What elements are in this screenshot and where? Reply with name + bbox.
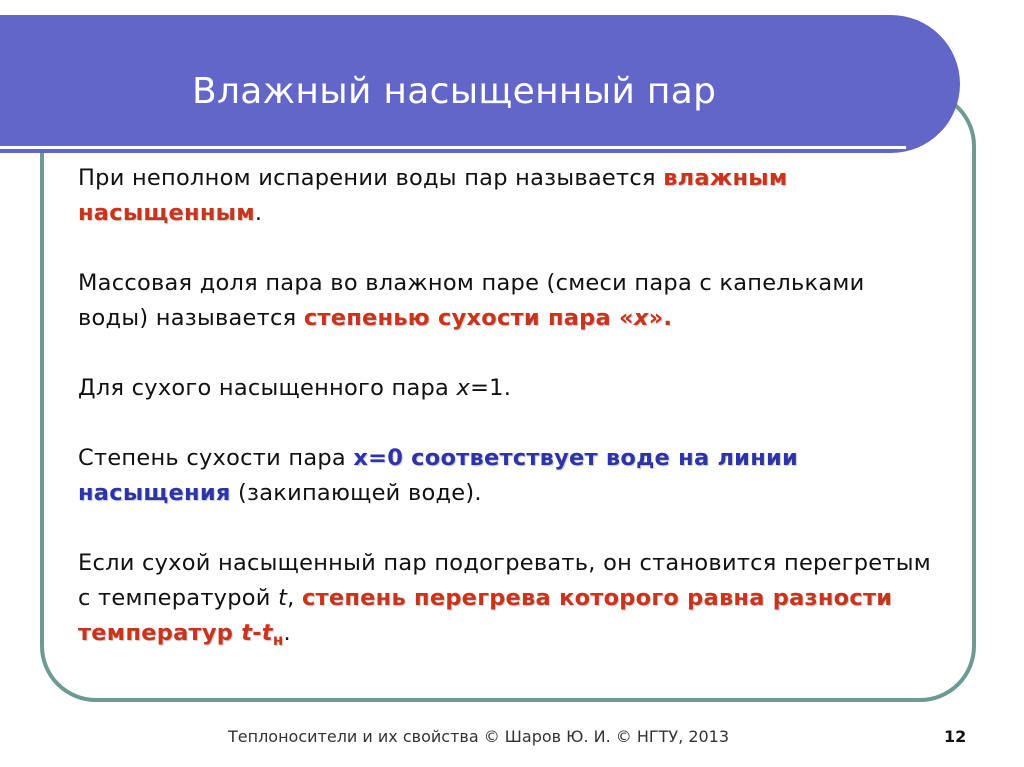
paragraph-wet-steam: [78, 161, 938, 231]
text: Степень сухости пара: [78, 445, 354, 471]
text: Массовая доля пара во влажном паре (смеси пара с капельками воды) называется: [78, 270, 865, 331]
text: ».: [648, 305, 673, 331]
highlight-term: x=0 соответствует воде на линии насыщения: [78, 445, 799, 506]
text: Если сухой насыщенный пар подогревать, он становится перегретым с температурой: [78, 550, 931, 611]
variable-t: t: [261, 620, 273, 646]
text: степенью сухости пара «: [303, 305, 634, 331]
text: =1.: [470, 375, 512, 401]
text: (закипающей воде).: [230, 480, 482, 506]
text: При неполном испарении воды пар называется: [78, 165, 664, 191]
highlight-term: [304, 305, 672, 331]
variable-t: t: [241, 620, 253, 646]
subscript-n: н: [272, 631, 284, 649]
slide-title: Влажный насыщенный пар: [192, 71, 717, 112]
highlight-term: влажным: [663, 165, 788, 191]
paragraph-saturation-line: [78, 441, 938, 511]
text: .: [283, 620, 291, 646]
variable-x: x: [633, 305, 649, 331]
slide-body: [78, 161, 938, 658]
variable-t: t: [278, 585, 288, 611]
text: .: [254, 200, 263, 226]
paragraph-dryness-degree: [78, 266, 938, 336]
footer-credits: Теплоносители и их свойства © Шаров Ю. И. © НГТУ, 2013: [228, 727, 730, 746]
variable-x: x: [456, 375, 471, 401]
title-bar: [0, 15, 960, 153]
text: -: [252, 620, 262, 646]
paragraph-dry-steam: [78, 371, 938, 406]
text: Для сухого насыщенного пара: [78, 375, 457, 401]
title-underline: [0, 146, 906, 149]
text: ,: [287, 585, 302, 611]
paragraph-superheated: [78, 546, 938, 658]
highlight-term: насыщенным: [78, 200, 255, 226]
text: степень перегрева которого равна разности температур: [78, 585, 893, 646]
page-number: 12: [944, 727, 967, 746]
